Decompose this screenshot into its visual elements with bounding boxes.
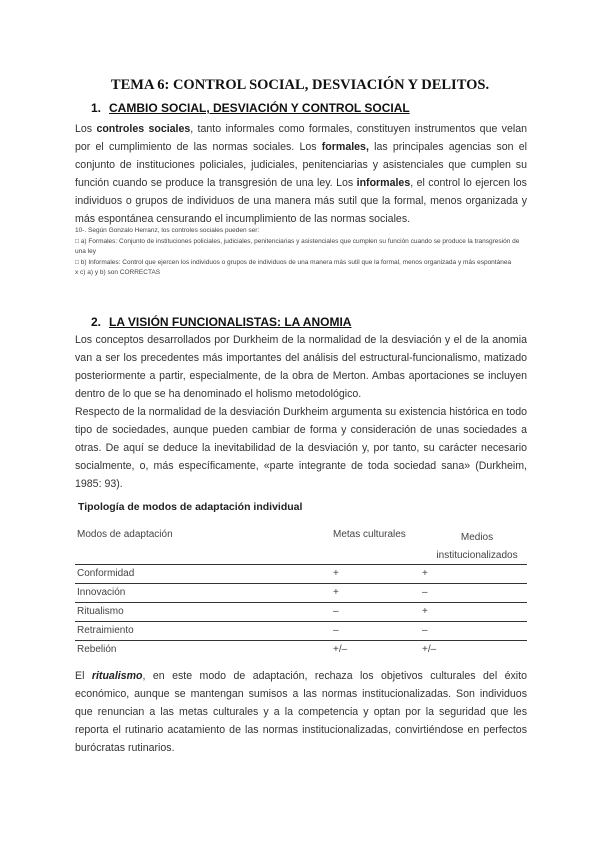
question-option-c: x c) a) y b) son CORRECTAS [75,269,161,276]
table-row: Conformidad + + [75,564,527,584]
header-medios: Medios institucionalizados [436,532,518,561]
section-2-title: LA VISIÓN FUNCIONALISTAS: LA ANOMIA [109,315,352,329]
table-row: Ritualismo – + [75,603,527,622]
question-option-a: □ a) Formales: Conjunto de instituciones policiales, judiciales, penitenciarias y asistenciales que cumplen su función cuando se produce la transgresión de una ley [75,237,520,255]
adaptation-table [75,526,527,659]
table-row: Retraimiento – – [75,622,527,641]
page-title: TEMA 6: CONTROL SOCIAL, DESVIACIÓN Y DELITOS. [110,77,490,93]
table-row: Rebelión +/– +/– [77,644,437,655]
exam-question [75,226,530,279]
table-title: Tipología de modos de adaptación individual [78,501,303,513]
section-1-paragraph: Los controles sociales, tanto informales como formales, constituyen instrumentos que velan por el cumplimiento de las normas sociales. Los formales, las principales agencias son el conjunto de instituciones policiales, judiciales, penitenciarias y asistenciales que cumplen su función cuando se produce la transgresión de una ley. Los informales, el control lo ejercen los individuos o grupos de individuos de una manera más sutil que la formal, menos organizada y más espontánea censurando el incumplimiento de las normas sociales. [75,123,528,225]
table-row: Innovación + – [75,584,527,603]
section-2-heading [91,315,351,329]
closing-paragraph: El ritualismo, en este modo de adaptación, rechaza los objetivos culturales del éxito económico, aunque se mantengan sumisos a las normas institucionalizadas. Son individuos que renuncian a las metas culturales y a la competencia y optan por la seguridad que les reporta el rutinario acatamiento de las normas institucionalizadas, convirtiéndose en perfectos burócratas rutinarios. [75,670,527,754]
header-metas: Metas culturales [333,529,406,540]
term-formales: formales, [321,141,369,153]
term-informales: informales [356,177,411,189]
section-2-number: 2. [91,315,102,329]
term-controles-sociales: controles sociales [96,123,191,135]
header-modos: Modos de adaptación [77,529,173,540]
question-option-b: □ b) Informales: Control que ejercen los individuos o grupos de individuos de una manera más sutil que la formal, menos organizada y más espontánea [75,258,512,266]
section-1-title: CAMBIO SOCIAL, DESVIACIÓN Y CONTROL SOCIAL [109,101,410,115]
question-stem: 10-. Según Gonzalo Herranz, los controles sociales pueden ser: [75,227,260,234]
term-ritualismo: ritualismo [91,670,143,682]
section-1-heading [91,101,410,115]
section-2-paragraph-1: Los conceptos desarrollados por Durkheim de la normalidad de la desviación y el de la anomia van a ser los precedentes más importantes del análisis del estructural-funcionalismo, matizado posteriormente a partir, especialmente, de la obra de Merton. Ambas aportaciones se incluyen dentro de lo que se ha denominado el holismo metodológico. [75,334,527,400]
table-header [75,526,527,564]
section-1-number: 1. [91,101,102,115]
section-2-paragraph-2: Respecto de la normalidad de la desviación Durkheim argumenta su existencia histórica en todo tipo de sociedades, aunque pueden cambiar de forma y consideración de unas sociedades a otras. De aquí se deduce la inevitabilidad de la desviación y, por tanto, su carácter necesario socialmente, o, más específicamente, «parte integrante de toda sociedad sana» (Durkheim, 1985: 93). [75,406,527,490]
